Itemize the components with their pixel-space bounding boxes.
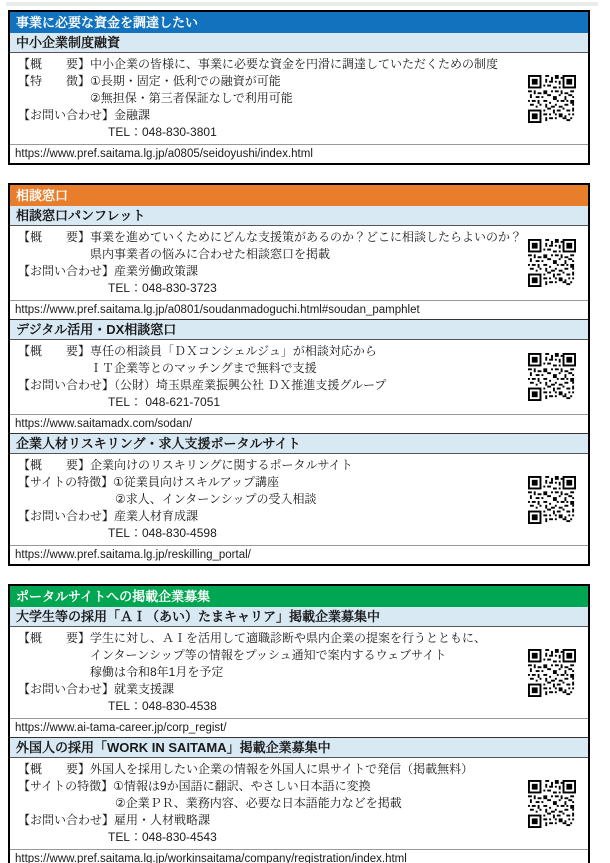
content-line: 【お問い合わせ】（公財）埼玉県産業振興公社 ＤＸ推進支援グループ (18, 378, 387, 392)
subsection-header: 企業人材リスキリング・求人支援ポータルサイト (10, 433, 588, 454)
url-row: https://www.pref.saitama.lg.jp/a0801/soudanmadoguchi.html#soudan_pamphlet (10, 300, 588, 319)
content-line: 【お問い合わせ】就業支援課 (18, 682, 175, 696)
qr-code (528, 476, 576, 524)
section-consultation (8, 183, 590, 566)
subsection-seido-yushi (10, 33, 588, 163)
content-line: 【お問い合わせ】金融課 (18, 108, 151, 122)
subsection-work-in-saitama (10, 737, 588, 863)
qr-code (528, 75, 576, 123)
subsection-header: デジタル活用・DX相談窓口 (10, 319, 588, 340)
content-line-tel: TEL：048-830-4598 (108, 526, 217, 540)
content-line: 【概 要】外国人を採用したい企業の情報を外国人に県サイトで発信（掲載無料） (18, 762, 474, 776)
content-line: 【サイトの特徴】①従業員向けスキルアップ講座 (18, 475, 279, 489)
content-line-tel: TEL： 048-621-7051 (108, 395, 221, 409)
content-line: 【サイトの特徴】①情報は9か国語に翻訳、やさしい日本語に変換 (18, 779, 371, 793)
url-row: https://www.pref.saitama.lg.jp/workinsaitama/company/registration/index.html (10, 849, 588, 863)
subsection-aitama-career (10, 607, 588, 737)
content-line-tel: TEL：048-830-3723 (108, 281, 217, 295)
content-line: 【お問い合わせ】産業人材育成課 (18, 509, 199, 523)
content-line: 【概 要】学生に対し、ＡＩを活用して適職診断や県内企業の提案を行うとともに、 (18, 631, 487, 645)
url-row: https://www.pref.saitama.lg.jp/a0805/seidoyushi/index.html (10, 144, 588, 163)
content-line: 【概 要】中小企業の皆様に、事業に必要な資金を円滑に調達していただくための制度 (18, 57, 499, 71)
content-line: ②無担保・第三者保証なしで利用可能 (90, 91, 293, 105)
category-header-funding: 事業に必要な資金を調達したい (10, 12, 588, 33)
content-line: 【お問い合わせ】雇用・人材戦略課 (18, 813, 211, 827)
subsection-header: 中小企業制度融資 (10, 33, 588, 53)
qr-code (528, 780, 576, 828)
subsection-content (10, 454, 588, 545)
subsection-header: 相談窓口パンフレット (10, 206, 588, 226)
content-line: 【概 要】専任の相談員「ＤＸコンシェルジュ」が相談対応から (18, 344, 377, 358)
content-line: 県内事業者の悩みに合わせた相談窓口を掲載 (90, 247, 331, 261)
category-header-portal: ポータルサイトへの掲載企業募集 (10, 586, 588, 607)
subsection-soudan-pamphlet (10, 206, 588, 319)
content-line: ＩＴ企業等とのマッチングまで無料で支援 (90, 361, 317, 375)
subsection-content (10, 226, 588, 300)
url-row: https://www.pref.saitama.lg.jp/reskilling_portal/ (10, 545, 588, 564)
subsection-content (10, 53, 588, 144)
content-line: ②求人、インターンシップの受入相談 (115, 492, 317, 506)
subsection-reskilling-portal (10, 433, 588, 564)
content-line: ②企業ＰＲ、業務内容、必要な日本語能力などを掲載 (115, 796, 402, 810)
qr-code (528, 649, 576, 697)
url-row: https://www.ai-tama-career.jp/corp_regist/ (10, 718, 588, 737)
content-line: 【概 要】企業向けのリスキリングに関するポータルサイト (18, 458, 353, 472)
content-line: インターンシップ等の情報をプッシュ通知で案内するウェブサイト (90, 648, 447, 662)
qr-code (528, 239, 576, 287)
subsection-content (10, 627, 588, 718)
qr-code (528, 353, 576, 401)
subsection-dx-soudan (10, 319, 588, 433)
subsection-content (10, 340, 588, 414)
content-line-tel: TEL：048-830-4543 (108, 830, 217, 844)
section-funding (8, 10, 590, 165)
content-line: 【お問い合わせ】産業労働政策課 (18, 264, 199, 278)
subsection-header: 大学生等の採用「ＡＩ（あい）たまキャリア」掲載企業募集中 (10, 607, 588, 627)
subsection-content (10, 758, 588, 849)
url-row: https://www.saitamadx.com/sodan/ (10, 414, 588, 433)
category-header-consultation: 相談窓口 (10, 185, 588, 206)
section-portal-recruitment (8, 584, 590, 863)
top-edge-artifact (6, 2, 598, 6)
content-line-tel: TEL：048-830-3801 (108, 125, 217, 139)
content-line-tel: TEL：048-830-4538 (108, 699, 217, 713)
content-line: 稼働は令和8年1月を予定 (90, 665, 224, 679)
content-line: 【概 要】事業を進めていくためにどんな支援策があるのか？どこに相談したらよいのか？ (18, 230, 523, 244)
subsection-header: 外国人の採用「WORK IN SAITAMA」掲載企業募集中 (10, 737, 588, 758)
content-line: 【特 徴】①長期・固定・低利での融資が可能 (18, 74, 281, 88)
